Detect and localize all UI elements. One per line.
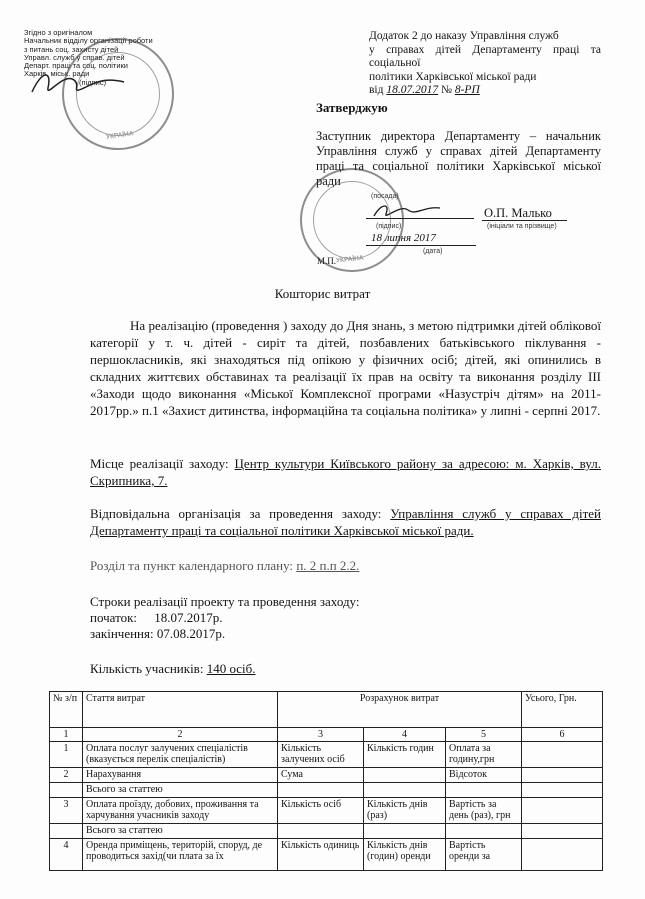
row-cell: Кількість годин [364,742,446,768]
signature-stamp-scribble [28,66,128,100]
row-item: Оплата проїзду, добових, проживання та харчування учасників заходу [83,798,278,824]
date-caption: (дата) [423,248,443,255]
table-row [50,839,603,871]
signature-caption: (підпис) [376,223,402,230]
end-label: закінчення: [90,626,154,641]
seal-text: УКРАЇНА [335,254,364,265]
appendix-line: політики Харківської міської ради [369,70,537,83]
row-cell: Відсоток [446,768,522,783]
approval-position: Заступник директора Департаменту – начальник Управління служб у справах дітей Департаменту праці та соціальної політики Харківської міської ради [316,129,601,188]
name-caption: (ініціали та прізвище) [487,223,557,230]
start-row [90,609,223,626]
stamp-line: Департ. праці та соц. політики [24,61,128,71]
col-number: 2 [83,728,278,742]
mp-label: М.П. [317,256,337,266]
appendix-line: у справах дітей Департаменту праці та соціальної [369,43,601,69]
col-number: 5 [446,728,522,742]
col-number: 1 [50,728,83,742]
official-seal-approval [300,168,404,272]
appendix-line: Додаток 2 до наказу Управління служб [369,30,559,42]
row-number: 2 [50,768,83,783]
purpose-paragraph: На реалізацію (проведення ) заходу до Дня знань, з метою підтримки дітей облікової категорії у т. ч. дітей - сиріт та дітей, позбавлених батьківського піклування - першокласників, які знаходяться під опікою у фізичних осіб; дітей, які опинились в складних життєвих обставинах та реалізації їх прав на освіту та виконання розділу ІІІ «Заходи щодо виконання «Міської Комплексної програми «Назустріч дітям» на 2011-2017рр.» п.1 «Захист дитинства, інформаційна та соціальна політика» у липні - серпні 2017. [90,318,601,418]
org-label: Відповідальна організація за проведення заходу: [90,506,382,521]
row-cell [522,839,603,871]
row-cell [522,798,603,824]
row-cell: Кількість осіб [278,798,364,824]
row-item: Оренда приміщень, територій, споруд, де проводиться захід(чи плата за їх [83,839,278,871]
place-label: Місце реалізації заходу: [90,456,229,471]
stamp-line: Згідно з оригіналом [24,28,93,37]
table-header-row [50,692,603,728]
row-cell: Сума [278,768,364,783]
header-calc: Розрахунок витрат [278,692,522,728]
table-subtotal-row [50,783,603,798]
table-row [50,768,603,783]
section-value: п. 2 п.п 2.2. [296,558,360,573]
col-number: 4 [364,728,446,742]
start-label: початок: [90,610,138,625]
participants-value: 140 осіб. [206,661,256,676]
header-num: № з/п [50,692,83,728]
table-subtotal-row [50,824,603,839]
row-cell: Вартість за день (раз), грн [446,798,522,824]
col-number: 6 [522,728,603,742]
section-label: Розділ та пункт календарного плану: [90,558,294,573]
row-cell [522,742,603,768]
participants-block [90,660,256,677]
row-number: 4 [50,839,83,871]
row-cell: Кількість залучених осіб [278,742,364,768]
date-prefix: від [369,84,384,96]
row-cell: Кількість одиниць [278,839,364,871]
row-number: 1 [50,742,83,768]
stamp-line: з питань соц. захисту дітей [24,44,119,54]
place-value: Центр культури Київського району за адресою: м. Харків, вул. Скрипника, 7. [90,456,601,488]
stamp-line: (підпис) [79,77,107,87]
document-title: Кошторис витрат [274,286,371,301]
budget-table [49,691,603,871]
stamp-line: Начальник відділу організації роботи [24,36,153,46]
approval-heading: Затверджую [316,100,388,115]
approval-date: 18 липня 2017 [371,232,436,244]
stamp-line: Харків. міськ. ради [24,69,90,79]
appendix-date: 18.07.2017 [386,84,439,96]
row-cell: Кількість днів (раз) [364,798,446,824]
column-number-row [50,728,603,742]
row-item: Оплата послуг залучених спеціалістів (вказується перелік спеціалістів) [83,742,278,768]
appendix-date-line [369,84,601,98]
row-cell [364,768,446,783]
org-value: Управління служб у справах дітей Департаменту праці та соціальної політики Харківської міської ради. [90,506,601,538]
appendix-number: 8-РП [454,84,480,96]
end-value: 07.08.2017р. [156,626,226,641]
row-subtotal-label: Всього за статтею [83,783,278,798]
table-row [50,742,603,768]
table-row [50,798,603,824]
org-block [90,505,601,539]
col-number: 3 [278,728,364,742]
row-cell: Оплата за годину,грн [446,742,522,768]
place-block [90,455,601,489]
signer-name-underline [482,220,567,221]
row-number: 3 [50,798,83,824]
row-subtotal-label: Всього за статтею [83,824,278,839]
row-cell [522,768,603,783]
stamp-line: Управл. служб у справ. дітей [24,52,125,62]
seal-text: УКРАЇНА [105,130,135,141]
number-label: № [440,84,452,96]
start-value: 18.07.2017р. [154,610,223,625]
end-row [90,625,225,642]
header-item: Стаття витрат [83,692,278,728]
row-item: Нарахування [83,768,278,783]
participants-label: Кількість учасників: [90,661,204,676]
row-cell: Вартість оренди за [446,839,522,871]
header-total: Усього, Грн. [522,692,603,728]
section-block [90,557,359,574]
terms-label: Строки реалізації проекту та проведення заходу: [90,594,360,609]
appendix-block [369,30,601,98]
position-caption: (посада) [371,193,399,200]
signer-name: О.П. Малько [484,206,552,220]
row-cell: Кількість днів (годин) оренди [364,839,446,871]
